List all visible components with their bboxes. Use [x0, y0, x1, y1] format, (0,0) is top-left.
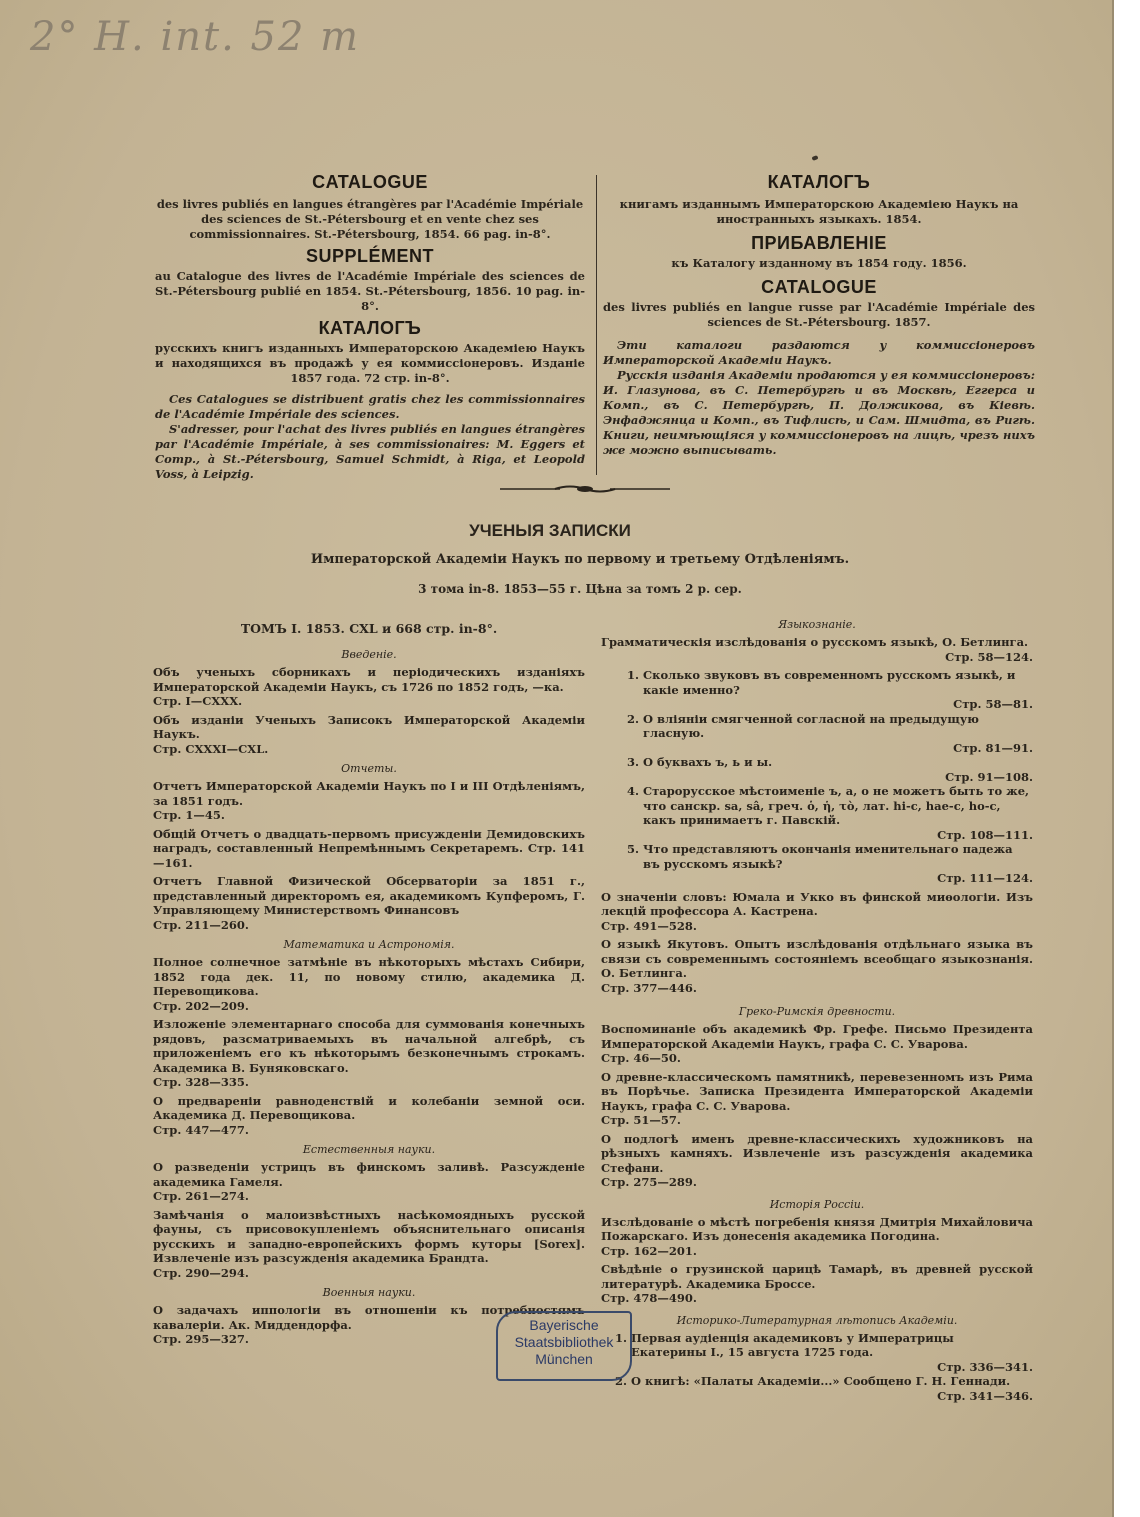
- list-item: О предвареніи равноденствій и колебаніи земной оси. Академика Д. Перевощикова. Стр. 447—477.: [153, 1093, 585, 1137]
- right-katalog-text: книгамъ изданнымъ Императорскою Академіею Наукъ на иностранныхъ языкахъ. 1854.: [619, 197, 1019, 226]
- list-item: Общій Отчетъ о двадцать-первомъ присужденіи Демидовскихъ наградъ, составленный Непремѣннымъ Секретаремъ. Стр. 141—161.: [153, 826, 585, 870]
- list-item: 5. Что представляютъ окончанія именительнаго падежа въ русскомъ языкѣ? Стр. 111—124.: [627, 842, 1033, 885]
- left-header: [155, 172, 585, 482]
- left-supplement-title: SUPPLÉMENT: [305, 246, 434, 266]
- right-header: [603, 172, 1035, 458]
- list-item: Объ ученыхъ сборникахъ и періодическихъ изданіяхъ Императорской Академіи Наукъ, съ 1726 по 1852 годъ, —ка. Стр. I—CXXX.: [153, 665, 585, 708]
- left-note-1: Ces Catalogues se distribuent gratis chez les commissionnaires de l'Académie Impériale des sciences.: [155, 392, 585, 421]
- list-item: Объ изданіи Ученыхъ Записокъ Императорской Академіи Наукъ. Стр. CXXXI—CXL.: [153, 712, 585, 756]
- right-catalogue-title: CATALOGUE: [761, 277, 877, 297]
- right-note-2: Русскія изданія Академіи продаются у ея коммиссіонеровъ: И. Глазунова, въ С. Петербургѣ и въ Москвѣ, Еггерса и Комп., въ С. Петербургѣ, П. Должикова, въ Кіевѣ. Энфаджянца и Комп., въ Тифлисѣ, и Сам. Шмидта, въ Ригѣ. Книги, неимѣющіяся у коммиссіонеровъ на лицѣ, чрезъ нихъ же можно выписывать.: [603, 368, 1035, 457]
- shelfmark: 2° H. int. 52 m: [30, 14, 361, 60]
- left-catalogue-text: des livres publiés en langues étrangères par l'Académie Impériale des sciences de St.-Pétersbourg et en vente chez ses commissionnaires. St.-Pétersbourg, 1854. 66 pag. in-8°.: [156, 197, 584, 241]
- list-item: Отчетъ Главной Физической Обсерваторіи за 1851 г., представленный директоромъ ея, академикомъ Купферомъ, Г. Управляющему Министерствомъ Финансовъ Стр. 211—260.: [153, 874, 585, 932]
- section-heading: Языкознаніе.: [778, 618, 856, 631]
- list-item: О значеніи словъ: Юмала и Укко въ финской миѳологіи. Изъ лекцій профессора А. Кастрена. Стр. 491—528.: [601, 889, 1033, 933]
- list-item: 1. Первая аудіенція академиковъ у Императрицы Екатерины I., 15 августа 1725 года. Стр. 336—341.: [615, 1330, 1033, 1374]
- main-title: УЧЕНЫЯ ЗАПИСКИ: [469, 521, 631, 540]
- header-divider: [596, 175, 597, 475]
- right-column: [601, 618, 1033, 1407]
- stamp-line: München: [535, 1351, 593, 1367]
- list-item: 3. О буквахъ ъ, ь и ы. Стр. 91—108.: [627, 755, 1033, 784]
- list-item: Изслѣдованіе о мѣстѣ погребенія князя Дмитрія Михайловича Пожарскаго. Изъ донесенія академика Погодина. Стр. 162—201.: [601, 1214, 1033, 1258]
- left-supplement-text: au Catalogue des livres de l'Académie Impériale des sciences de St.-Pétersbourg publié en 1854. St.-Pétersbourg, 1856. 10 pag. in-8°.: [155, 269, 585, 313]
- section-heading: Греко-Римскія древности.: [738, 1005, 896, 1018]
- right-note-1: Эти каталоги раздаются у коммиссіонеровъ Императорской Академіи Наукъ.: [603, 338, 1035, 367]
- library-stamp: [496, 1311, 632, 1381]
- list-item: Замѣчанія о малоизвѣстныхъ насѣкомоядныхъ русской фауны, съ присовокупленіемъ объяснительнаго описанія русскихъ и западно-европейскихъ формъ куторы [Sorex]. Извлеченіе изъ разсужденія академика Брандта. Стр. 290—294.: [153, 1207, 585, 1280]
- list-item: 2. О вліяніи смягченной согласной на предыдущую гласную. Стр. 81—91.: [627, 711, 1033, 755]
- list-item: Грамматическія изслѣдованія о русскомъ языкѣ, О. Бетлинга. Стр. 58—124.: [601, 635, 1033, 664]
- right-katalog-title: КАТАЛОГЪ: [767, 172, 871, 192]
- list-item: 2. О книгѣ: «Палаты Академіи...» Сообщено Г. Н. Геннади. Стр. 341—346.: [615, 1374, 1033, 1403]
- ornament-divider: [500, 482, 670, 496]
- list-item: Воспоминаніе объ академикѣ Фр. Грефе. Письмо Президента Императорской Академіи Наукъ, графа С. С. Уварова. Стр. 46—50.: [601, 1022, 1033, 1065]
- sub-list: [601, 1331, 1033, 1404]
- list-item: Изложеніе элементарнаго способа для суммованія конечныхъ рядовъ, разсматриваемыхъ въ начальной алгебрѣ, съ приложеніемъ его къ нѣкоторымъ безконечнымъ строкамъ. Академика В. Буняковскаго. Стр. 328—335.: [153, 1017, 585, 1089]
- stamp-line: Bayerische: [529, 1317, 599, 1333]
- section-heading: Историко-Литературная лѣтопись Академіи.: [676, 1313, 958, 1327]
- left-katalog-title: КАТАЛОГЪ: [318, 318, 422, 338]
- section-heading: Естественныя науки.: [302, 1143, 436, 1156]
- section-heading: Отчеты.: [341, 762, 397, 775]
- section-heading: Исторія Россіи.: [769, 1197, 865, 1211]
- volume-heading: ТОМЪ I. 1853. CXL и 668 стр. in-8°.: [240, 621, 498, 636]
- right-supplement-title: ПРИБАВЛЕНІЕ: [751, 233, 887, 253]
- sub-list: [601, 668, 1033, 886]
- list-item: О разведеніи устрицъ въ финскомъ заливѣ. Разсужденіе академика Гамеля. Стр. 261—274.: [153, 1160, 585, 1203]
- list-item: О языкѣ Якутовъ. Опытъ изслѣдованія отдѣльнаго языка въ связи съ современнымъ состояніемъ всеобщаго языкознанія. О. Бетлинга. Стр. 377—446.: [601, 937, 1033, 995]
- main-price: 3 тома in-8. 1853—55 г. Цѣна за томъ 2 р. сер.: [418, 582, 742, 596]
- section-heading: Введеніе.: [341, 648, 397, 661]
- ink-mark: [811, 155, 818, 161]
- left-note-2: S'adresser, pour l'achat des livres publiés en langues étrangères par l'Académie Impériale, à ses commissionaires: M. Eggers et Comp., à St.-Pétersbourg, Samuel Schmidt, à Riga, et Leopold Voss, à Leipzig.: [155, 422, 585, 481]
- list-item: О древне-классическомъ памятникѣ, перевезенномъ изъ Рима въ Порѣчье. Записка Президента Императорской Академіи Наукъ, графа С. С. Уварова. Стр. 51—57.: [601, 1069, 1033, 1127]
- list-item: О подлогѣ именъ древне-классическихъ художниковъ на рѣзныхъ камняхъ. Извлеченіе изъ разсужденія академика Стефани. Стр. 275—289.: [601, 1131, 1033, 1189]
- list-item: 4. Старорусское мѣстоименіе ъ, а, о не можетъ быть то же, что санскр. sa, sâ, греч. ὁ, ἡ, τὸ, лат. hi-c, hae-c, ho-c, какъ принимаетъ г. Павскій. Стр. 108—111.: [627, 784, 1033, 842]
- main-subtitle: Императорской Академіи Наукъ по первому и третьему Отдѣленіямъ.: [310, 552, 850, 567]
- list-item: 1. Сколько звуковъ въ современномъ русскомъ языкѣ, и какіе именно? Стр. 58—81.: [627, 668, 1033, 711]
- list-item: Отчетъ Императорской Академіи Наукъ по I и III Отдѣленіямъ, за 1851 годъ. Стр. 1—45.: [153, 779, 585, 822]
- list-item: Полное солнечное затмѣніе въ нѣкоторыхъ мѣстахъ Сибири, 1852 года дек. 11, по новому стилю, академика Д. Перевощикова. Стр. 202—209.: [153, 955, 585, 1013]
- left-katalog-text: русскихъ книгъ изданныхъ Императорскою Академіею Наукъ и находящихся въ продажѣ у ея коммиссіонеровъ. Изданіе 1857 года. 72 стр. in-8°.: [155, 341, 585, 385]
- right-supplement-text: къ Каталогу изданному въ 1854 году. 1856.: [671, 256, 967, 270]
- right-catalogue-text: des livres publiés en langue russe par l'Académie Impériale des sciences de St.-Pétersbourg. 1857.: [603, 300, 1035, 329]
- left-catalogue-title: CATALOGUE: [312, 172, 428, 192]
- stamp-line: Staatsbibliothek: [514, 1334, 614, 1350]
- section-heading: Математика и Астрономія.: [283, 938, 455, 951]
- list-item: Свѣдѣніе о грузинской царицѣ Тамарѣ, въ древней русской литературѣ. Академика Броссе. Стр. 478—490.: [601, 1262, 1033, 1305]
- left-column: [153, 621, 585, 1351]
- list-item: О задачахъ иппологіи въ отношеніи къ потребностямъ кавалеріи. Ак. Миддендорфа. Стр. 295—327.: [153, 1303, 585, 1346]
- section-heading: Военныя науки.: [322, 1286, 416, 1299]
